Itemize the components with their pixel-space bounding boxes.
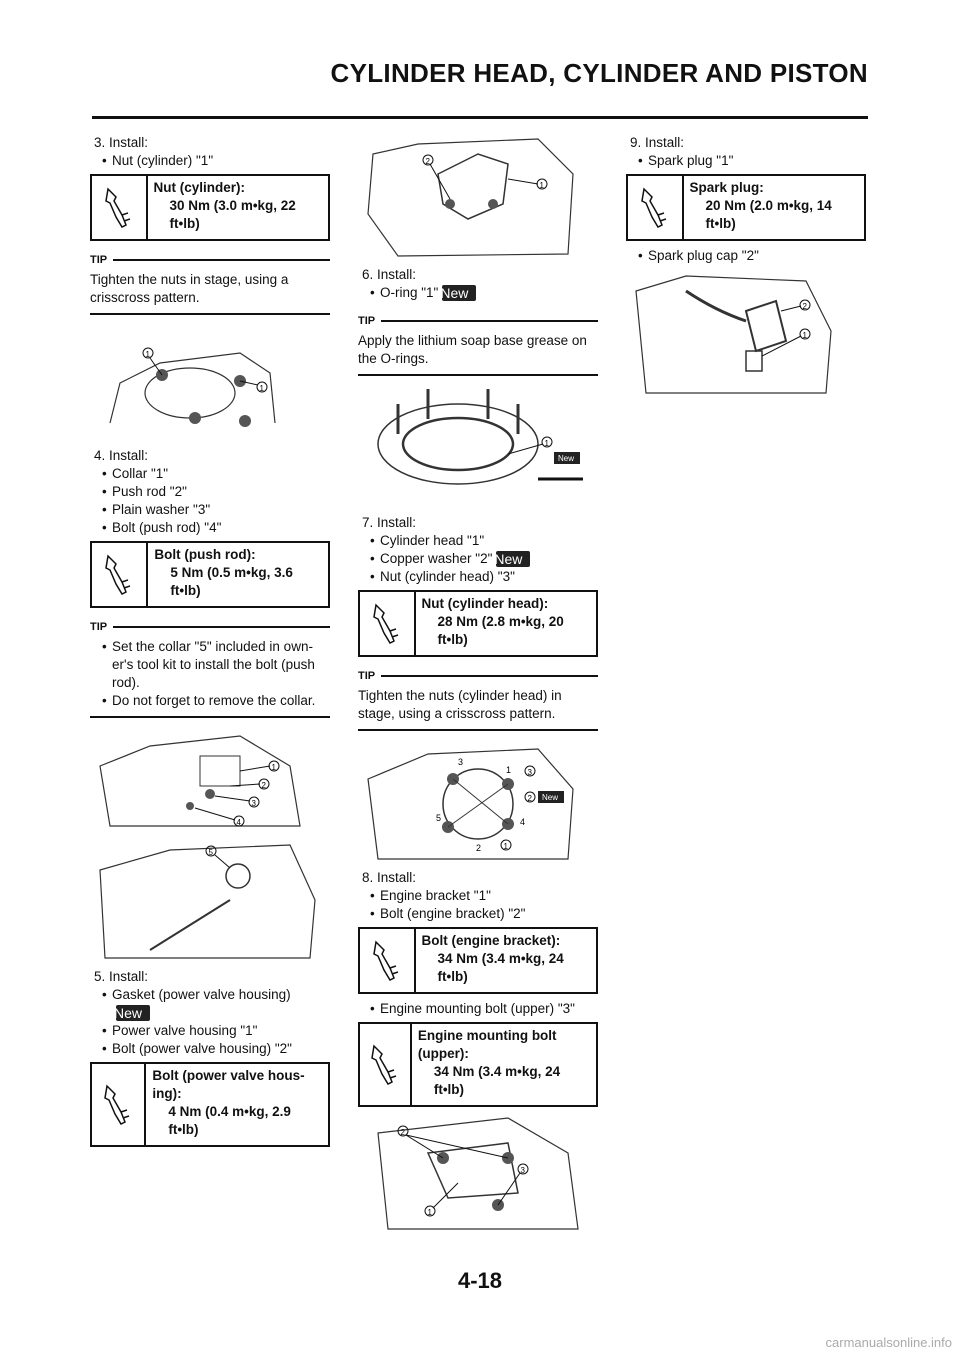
callout: 2 [261, 781, 266, 790]
tip-text: Tighten the nuts in stage, using a crisscross pattern. [90, 272, 289, 305]
callout: 5 [208, 848, 213, 857]
tip-text: Apply the lithium soap base grease on the O-rings. [358, 333, 587, 366]
callout: 1 [271, 763, 276, 772]
callout: 1 [503, 842, 508, 851]
callout: 3 [458, 757, 464, 767]
tip-box [90, 618, 330, 718]
callout: 2 [802, 302, 807, 311]
step-9-item-2: • Spark plug cap "2" [638, 247, 866, 265]
spec-name: Spark plug: [689, 180, 764, 195]
tip-label: TIP [358, 670, 376, 682]
tip-box [358, 312, 598, 376]
header-rule [92, 116, 868, 119]
step-8-item-1: • Engine bracket "1" [370, 887, 598, 905]
new-badge: New [116, 1005, 150, 1021]
callout: 1 [544, 439, 549, 448]
spec-value: 20 Nm (2.0 m•kg, 14 ft•lb) [705, 198, 832, 231]
spec-value: 28 Nm (2.8 m•kg, 20 ft•lb) [437, 614, 564, 647]
step-3-heading: 3. Install: [94, 135, 149, 150]
callout: 1 [259, 384, 264, 393]
step-5-item-1 [102, 986, 330, 1022]
figure-collar [90, 840, 330, 962]
callout: 3 [251, 799, 256, 808]
step-4-item-3: • Plain washer "3" [102, 501, 330, 519]
new-badge: New [496, 551, 530, 567]
new-badge: New [542, 793, 559, 802]
step-4-item-1: • Collar "1" [102, 465, 330, 483]
spec-value: 4 Nm (0.4 m•kg, 2.9 ft•lb) [168, 1104, 291, 1137]
callout: 4 [236, 818, 241, 827]
column-3 [626, 134, 866, 403]
torque-spec-spark-plug [626, 174, 866, 241]
step-5-heading: 5. Install: [94, 969, 149, 984]
step-3-item-1: • Nut (cylinder) "1" [102, 152, 330, 170]
spec-value: 30 Nm (3.0 m•kg, 22 ft•lb) [169, 198, 296, 231]
torque-wrench-icon [92, 176, 148, 239]
callout: 2 [527, 794, 532, 803]
spec-value: 5 Nm (0.5 m•kg, 3.6 ft•lb) [170, 565, 293, 598]
callout: 1 [802, 331, 807, 340]
step-4-item-4: • Bolt (push rod) "4" [102, 519, 330, 537]
callout: 2 [425, 157, 430, 166]
step-7-heading: 7. Install: [362, 515, 417, 530]
callout: 1 [506, 765, 512, 775]
callout: 5 [436, 813, 442, 823]
torque-spec-bolt-push-rod [90, 541, 330, 608]
step-8-item-3: • Engine mounting bolt (upper) "3" [370, 1000, 598, 1018]
tip-text: • Do not forget to remove the collar. [102, 692, 330, 710]
tip-label: TIP [358, 315, 376, 327]
step-8-item-2: • Bolt (engine bracket) "2" [370, 905, 598, 923]
tip-label: TIP [90, 254, 108, 266]
spec-name: Engine mounting bolt (upper): [417, 1028, 557, 1061]
step-7-item-2 [370, 550, 598, 568]
step-5-item-2: • Power valve housing "1" [102, 1022, 330, 1040]
spec-name: Nut (cylinder): [153, 180, 246, 195]
tip-box [358, 667, 598, 731]
new-badge: New [558, 454, 575, 463]
figure-o-ring [358, 384, 598, 508]
torque-wrench-icon [360, 929, 416, 992]
column-2 [358, 134, 598, 1237]
torque-spec-engine-mounting-bolt [358, 1022, 598, 1107]
step-4-item-2: • Push rod "2" [102, 483, 330, 501]
step-6-item-1 [370, 284, 598, 302]
item-text: O-ring "1" [380, 285, 439, 300]
torque-spec-bolt-engine-bracket [358, 927, 598, 994]
spec-name: Bolt (push rod): [154, 547, 256, 562]
item-text: Copper washer "2" [380, 551, 493, 566]
callout: 3 [520, 1166, 525, 1175]
callout: 1 [145, 350, 150, 359]
figure-power-valve-housing [358, 134, 598, 260]
callout: 2 [476, 843, 482, 853]
callout: 2 [400, 1128, 405, 1137]
figure-cylinder-nuts [90, 323, 330, 441]
step-4-heading: 4. Install: [94, 448, 149, 463]
figure-spark-plug [626, 271, 866, 397]
step-9-item-1: • Spark plug "1" [638, 152, 866, 170]
step-5-item-3: • Bolt (power valve housing) "2" [102, 1040, 330, 1058]
spec-value: 34 Nm (3.4 m•kg, 24 ft•lb) [437, 951, 564, 984]
torque-wrench-icon [360, 592, 416, 655]
new-badge: New [442, 285, 476, 301]
step-8-heading: 8. Install: [362, 870, 417, 885]
figure-engine-bracket [358, 1113, 598, 1231]
step-7-item-3: • Nut (cylinder head) "3" [370, 568, 598, 586]
callout: 1 [427, 1208, 432, 1217]
page-title: CYLINDER HEAD, CYLINDER AND PISTON [330, 58, 868, 88]
torque-spec-bolt-power-valve-housing [90, 1062, 330, 1147]
spec-value: 34 Nm (3.4 m•kg, 24 ft•lb) [433, 1064, 561, 1097]
column-1 [90, 134, 330, 1153]
torque-spec-nut-cylinder-head [358, 590, 598, 657]
step-6-heading: 6. Install: [362, 267, 417, 282]
torque-wrench-icon [92, 543, 148, 606]
callout: 4 [520, 817, 526, 827]
torque-wrench-icon [360, 1024, 412, 1105]
torque-wrench-icon [92, 1064, 146, 1145]
tip-text: • Set the collar "5" included in own-er's tool kit to install the bolt (push rod). [102, 638, 330, 692]
tip-label: TIP [90, 621, 108, 633]
torque-spec-nut-cylinder [90, 174, 330, 241]
step-7-item-1: • Cylinder head "1" [370, 532, 598, 550]
page-number: 4-18 [457, 1268, 503, 1293]
spec-name: Bolt (power valve hous-ing): [152, 1068, 305, 1101]
figure-push-rod [90, 726, 330, 834]
callout: 1 [539, 181, 544, 190]
tip-text: Tighten the nuts (cylinder head) in stage, using a crisscross pattern. [358, 688, 562, 721]
torque-wrench-icon [628, 176, 684, 239]
step-9-heading: 9. Install: [630, 135, 685, 150]
watermark: carmanualsonline.info [825, 1335, 952, 1350]
spec-name: Nut (cylinder head): [421, 596, 549, 611]
callout: 3 [527, 768, 532, 777]
spec-name: Bolt (engine bracket): [421, 933, 561, 948]
item-text: Gasket (power valve housing) [112, 987, 291, 1002]
figure-cylinder-head [358, 739, 598, 863]
tip-box [90, 251, 330, 315]
